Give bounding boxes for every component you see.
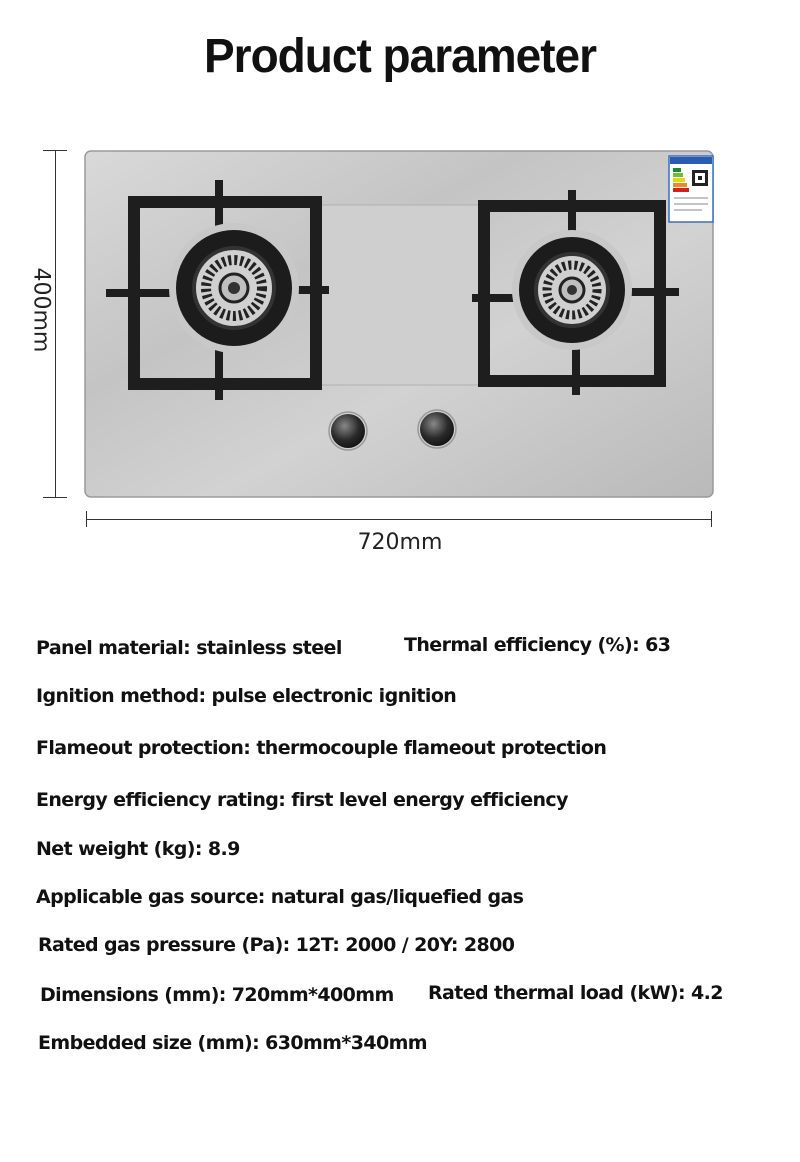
- left-knob: [329, 412, 367, 450]
- spec-flameout-protection: Flameout protection: thermocouple flameout protection: [36, 737, 607, 759]
- width-dimension-label: 720mm: [357, 530, 443, 555]
- width-dimension-line: [86, 519, 712, 520]
- height-dimension-line: [55, 150, 56, 498]
- energy-label-sticker: [669, 156, 713, 222]
- gas-stove-image: [84, 150, 714, 498]
- spec-panel-material: Panel material: stainless steel: [36, 637, 342, 659]
- energy-grade-bar: [673, 188, 689, 192]
- spec-thermal-load: Rated thermal load (kW): 4.2: [428, 982, 723, 1004]
- spec-gas-source: Applicable gas source: natural gas/liquefied gas: [36, 886, 524, 908]
- energy-grade-bar: [673, 173, 683, 177]
- energy-grade-bar: [673, 183, 687, 187]
- energy-grade-bar: [673, 178, 685, 182]
- right-knob: [418, 410, 456, 448]
- spec-dimensions: Dimensions (mm): 720mm*400mm: [40, 984, 394, 1006]
- energy-grade-bar: [673, 168, 681, 172]
- spec-net-weight: Net weight (kg): 8.9: [36, 838, 240, 860]
- height-dimension-cap-bottom: [43, 497, 67, 498]
- spec-gas-pressure: Rated gas pressure (Pa): 12T: 2000 / 20Y: 2800: [38, 934, 515, 956]
- spec-thermal-efficiency: Thermal efficiency (%): 63: [404, 634, 671, 656]
- spec-embedded-size: Embedded size (mm): 630mm*340mm: [38, 1032, 427, 1054]
- width-dimension-cap-right: [711, 511, 712, 527]
- center-panel-recess: [316, 205, 480, 385]
- height-dimension-cap-top: [43, 150, 67, 151]
- height-dimension-label: 400mm: [28, 267, 54, 353]
- page-title: Product parameter: [203, 27, 596, 83]
- width-dimension-cap-left: [86, 511, 87, 527]
- spec-ignition-method: Ignition method: pulse electronic ignition: [36, 685, 457, 707]
- spec-energy-rating: Energy efficiency rating: first level energy efficiency: [36, 789, 568, 811]
